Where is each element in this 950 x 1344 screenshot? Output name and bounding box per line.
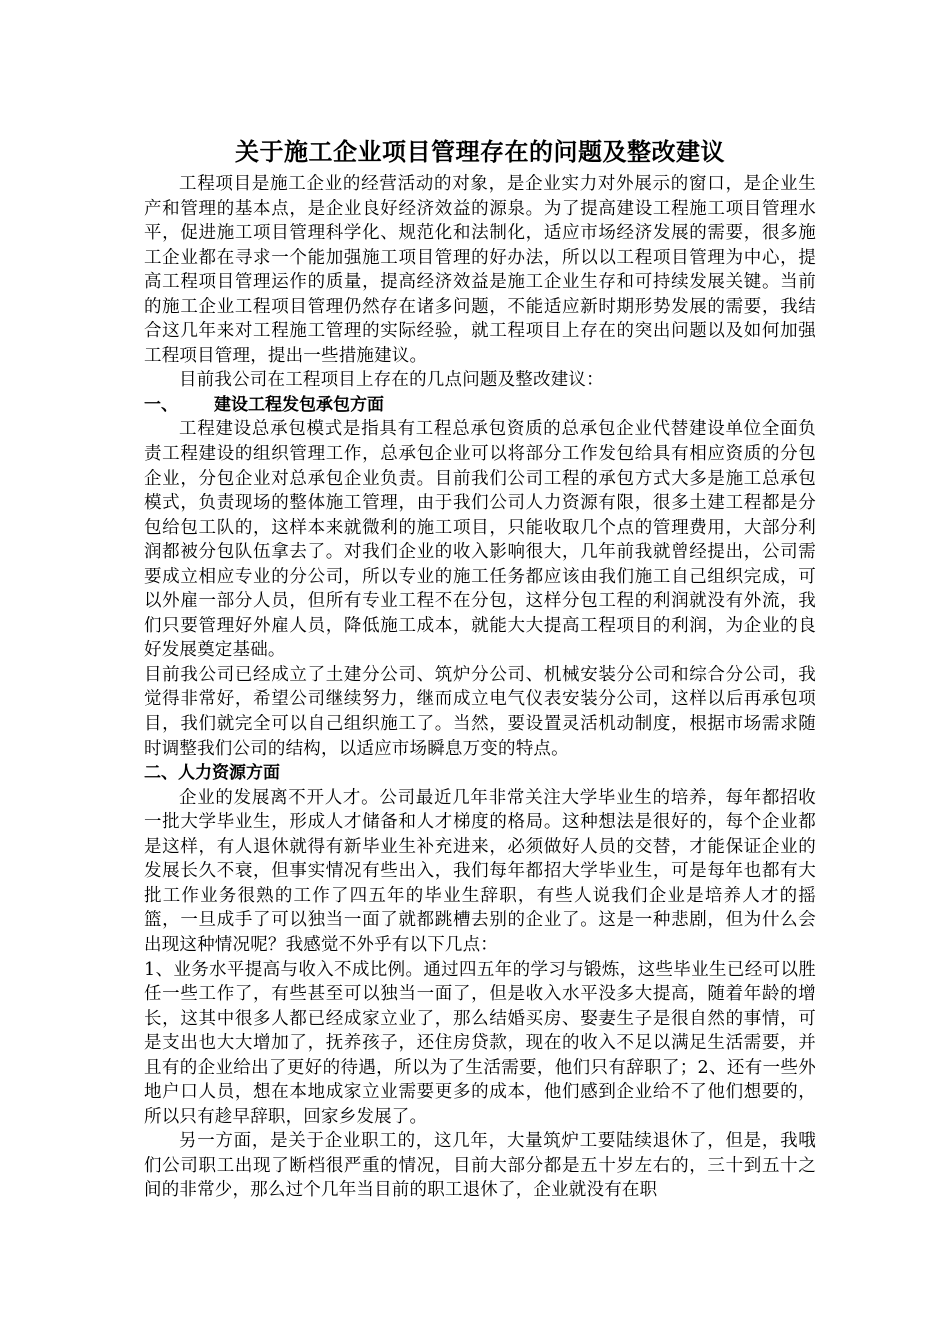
section2-paragraph-3: 另一方面，是关于企业职工的，这几年，大量筑炉工要陆续退休了，但是，我哦们公司职工出现了断档很严重的情况，目前大部分都是五十岁左右的，三十到五十之间的非常少，那么过个几年当目前的职工退休了，企业就没有在职	[144, 1131, 816, 1201]
intro-paragraph: 工程项目是施工企业的经营活动的对象，是企业实力对外展示的窗口，是企业生产和管理的基本点，是企业良好经济效益的源泉。为了提高建设工程施工项目管理水平，促进施工项目管理科学化、规范化和法制化，适应市场经济发展的需要，很多施工企业都在寻求一个能加强施工项目管理的好办法，所以以工程项目管理为中心，提高工程项目管理运作的质量，提高经济效益是施工企业生存和可持续发展关键。当前的施工企业工程项目管理仍然存在诸多问题，不能适应新时期形势发展的需要，我结合这几年来对工程施工管理的实际经验，就工程项目上存在的突出问题以及如何加强工程项目管理，提出一些措施建议。	[144, 174, 816, 366]
section2-heading: 二、人力资源方面	[144, 763, 280, 784]
section1-paragraph-1: 工程建设总承包模式是指具有工程总承包资质的总承包企业代替建设单位全面负责工程建设的组织管理工作，总承包企业可以将部分工作发包给具有相应资质的分包企业，分包企业对总承包企业负责。目前我们公司工程的承包方式大多是施工总承包模式，负责现场的整体施工管理，由于我们公司人力资源有限，很多土建工程都是分包给包工队的，这样本来就微利的施工项目，只能收取几个点的管理费用，大部分利润都被分包队伍拿去了。对我们企业的收入影响很大，几年前我就曾经提出，公司需要成立相应专业的分公司，所以专业的施工任务都应该由我们施工自己组织完成，可以外雇一部分人员，但所有专业工程不在分包，这样分包工程的利润就没有外流，我们只要管理好外雇人员，降低施工成本，就能大大提高工程项目的利润，为企业的良好发展奠定基础。	[144, 419, 816, 661]
section2-paragraph-2: 1、业务水平提高与收入不成比例。通过四五年的学习与锻炼，这些毕业生已经可以胜任一些工作了，有些甚至可以独当一面了，但是收入水平没多大提高，随着年龄的增长，这其中很多人都已经成家立业了，那么结婚买房、娶妻生子是很自然的事情，可是支出也大大增加了，抚养孩子，还住房贷款，现在的收入不足以满足生活需要，并且有的企业给出了更好的待遇，所以为了生活需要，他们只有辞职了；2、还有一些外地户口人员，想在本地成家立业需要更多的成本，他们感到企业给不了他们想要的，所以只有趁早辞职，回家乡发展了。	[144, 959, 816, 1127]
section1-number: 一、	[144, 394, 178, 415]
document-title: 关于施工企业项目管理存在的问题及整改建议	[235, 138, 725, 166]
lead-paragraph: 目前我公司在工程项目上存在的几点问题及整改建议：	[179, 370, 604, 391]
section2-paragraph-1: 企业的发展离不开人才。公司最近几年非常关注大学毕业生的培养，每年都招收一批大学毕业生，形成人才储备和人才梯度的格局。这种想法是很好的，每个企业都是这样，有人退休就得有新毕业生补充进来，必须做好人员的交替，才能保证企业的发展长久不衰，但事实情况有些出入，我们每年都招大学毕业生，可是每年也都有大批工作业务很熟的工作了四五年的毕业生辞职，有些人说我们企业是培养人才的摇篮，一旦成手了可以独当一面了就都跳槽去别的企业了。这是一种悲剧，但为什么会出现这种情况呢？我感觉不外乎有以下几点：	[144, 787, 816, 955]
document-page	[144, 132, 816, 1203]
section1-heading	[144, 393, 816, 418]
section1-title: 建设工程发包承包方面	[214, 394, 384, 415]
section1-paragraph-2: 目前我公司已经成立了土建分公司、筑炉分公司、机械安装分公司和综合分公司，我觉得非常好，希望公司继续努力，继而成立电气仪表安装分公司，这样以后再承包项目，我们就完全可以自己组织施工了。当然，要设置灵活机动制度，根据市场需求随时调整我们公司的结构，以适应市场瞬息万变的特点。	[144, 664, 816, 759]
